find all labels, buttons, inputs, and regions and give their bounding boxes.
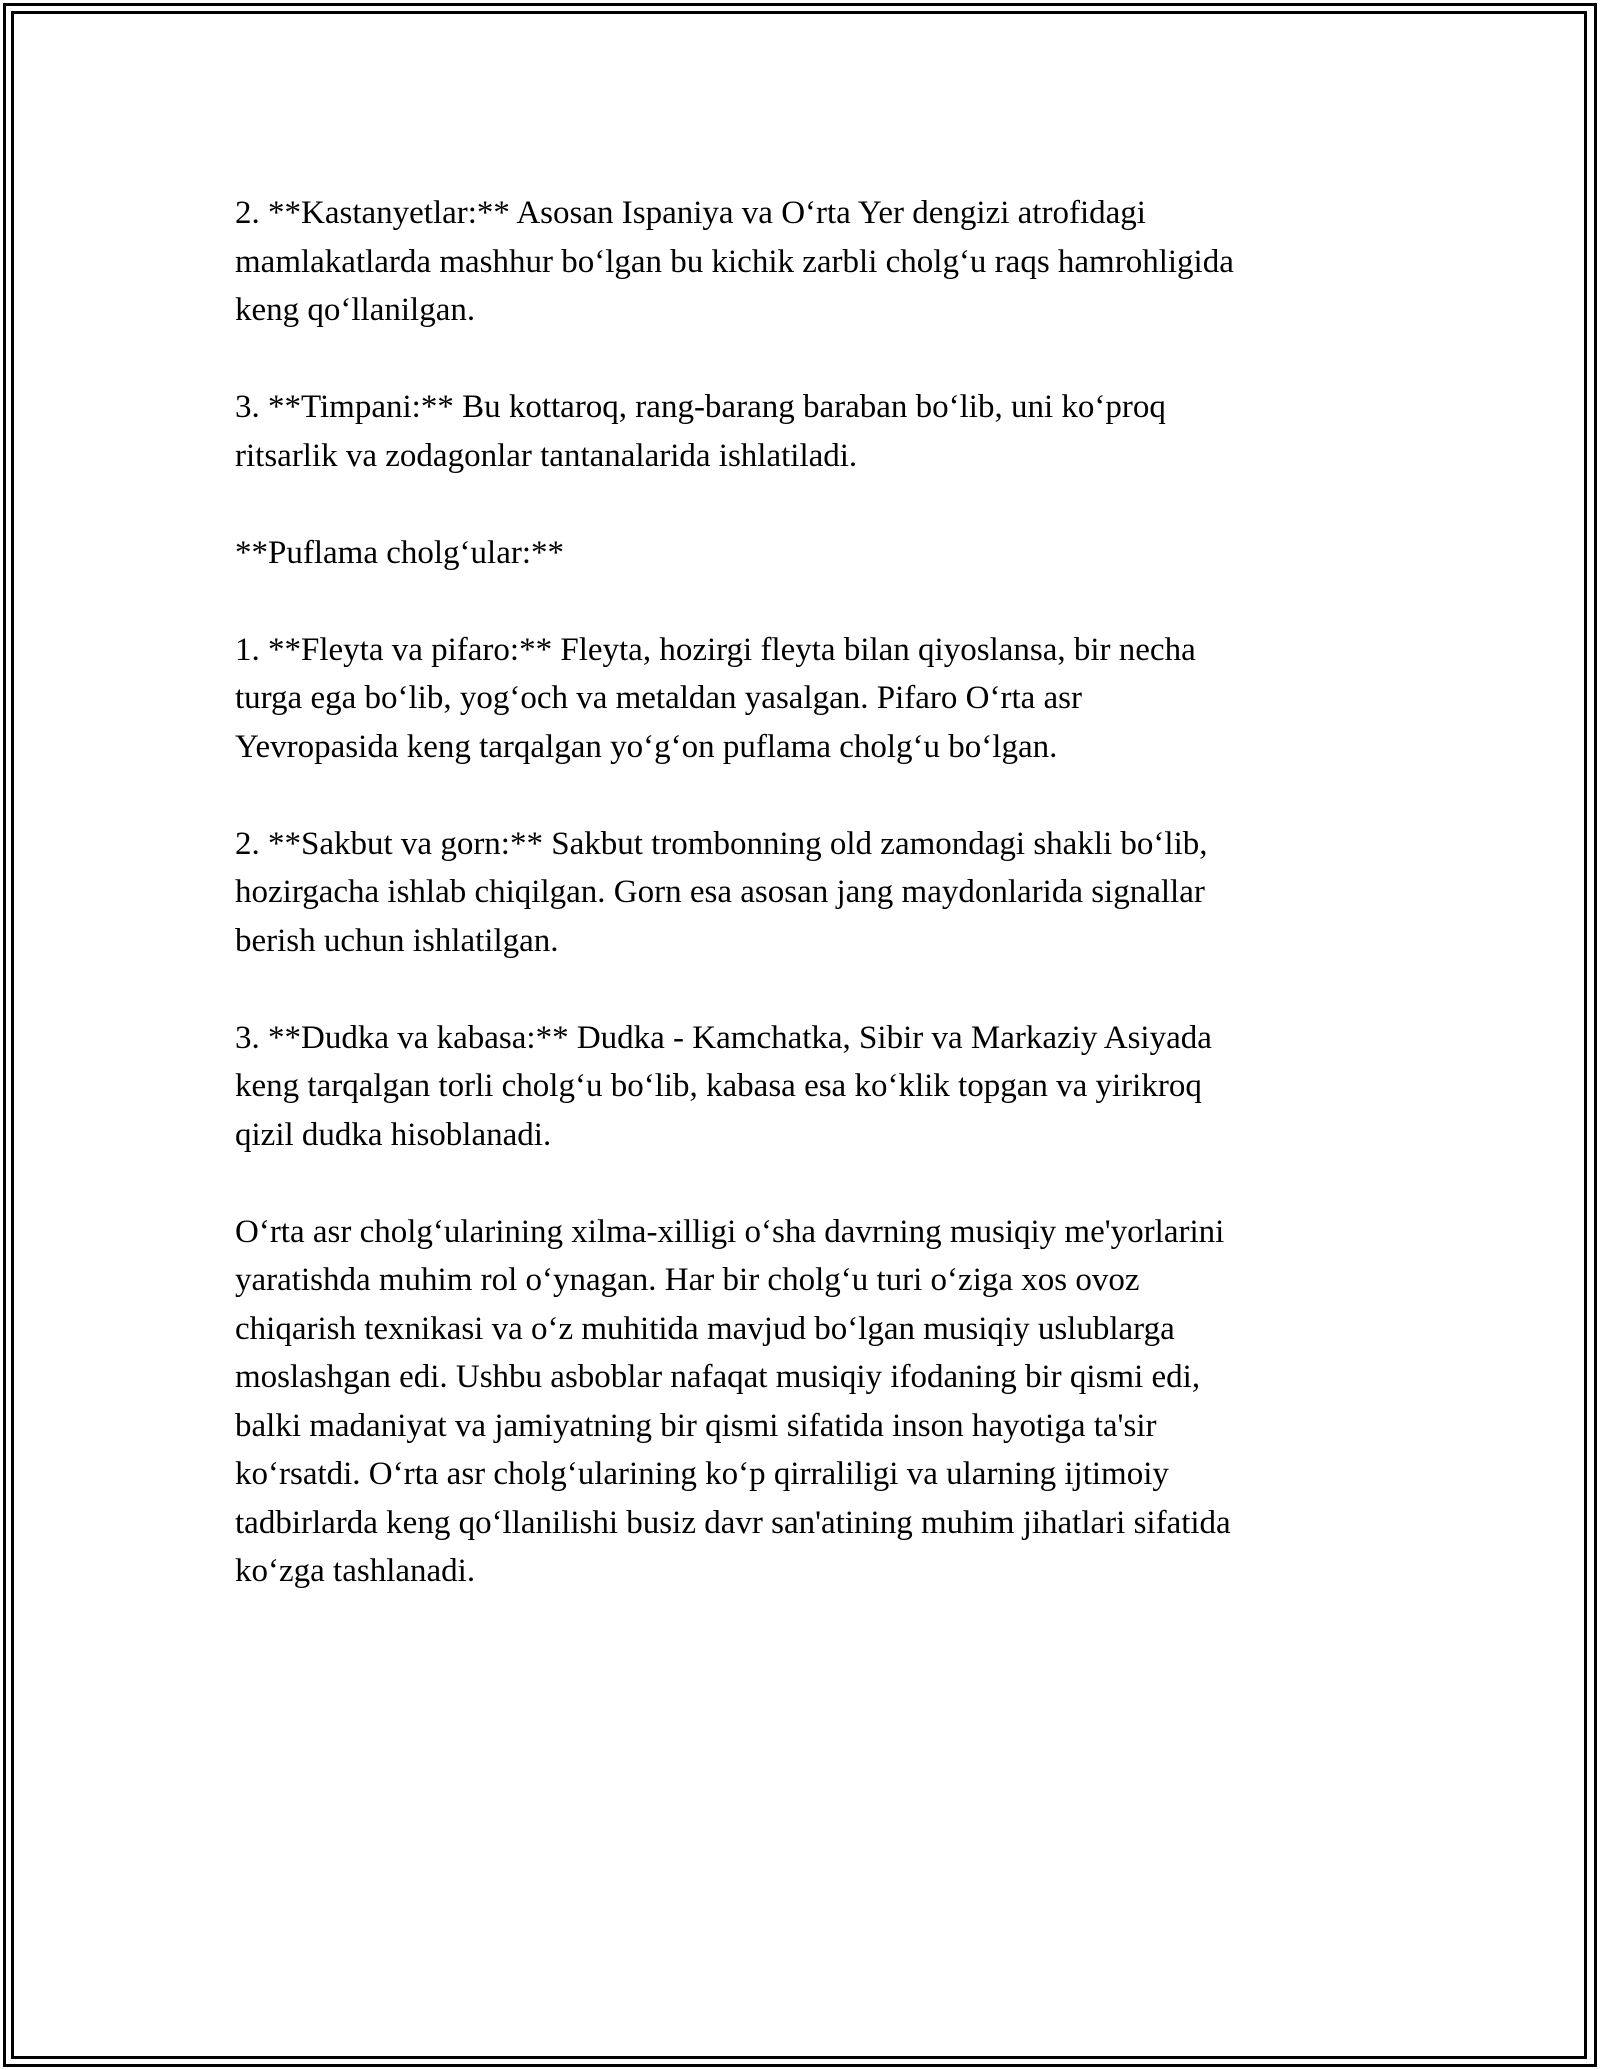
- text-line: keng qo‘llanilgan.: [235, 292, 476, 328]
- paragraph-fleyta: [235, 626, 1375, 772]
- text-line: ko‘rsatdi. O‘rta asr cholg‘ularining ko‘p qirraliligi va ularning ijtimoiy: [235, 1456, 1169, 1492]
- text-line: moslashgan edi. Ushbu asboblar nafaqat musiqiy ifodaning bir qismi edi,: [235, 1359, 1201, 1395]
- text-line: tadbirlarda keng qo‘llanilishi busiz davr san'atining muhim jihatlari sifatida: [235, 1504, 1231, 1541]
- text-line: ko‘zga tashlanadi.: [235, 1553, 476, 1589]
- text-line: Yevropasida keng tarqalgan yo‘g‘on puflama cholg‘u bo‘lgan.: [235, 728, 1058, 765]
- document-body: [235, 189, 1375, 1644]
- text-line: balki madaniyat va jamiyatning bir qismi sifatida inson hayotiga ta'sir: [235, 1407, 1157, 1444]
- text-line: turga ega bo‘lib, yog‘och va metaldan yasalgan. Pifaro O‘rta asr: [235, 680, 1083, 716]
- paragraph-sakbut: [235, 820, 1375, 966]
- text-line: O‘rta asr cholg‘ularining xilma-xilligi o‘sha davrning musiqiy me'yorlarini: [235, 1213, 1225, 1250]
- paragraph-dudka: [235, 1014, 1375, 1160]
- text-line: keng tarqalgan torli cholg‘u bo‘lib, kabasa esa ko‘klik topgan va yirikroq: [235, 1068, 1202, 1104]
- section-heading-puflama: [235, 529, 1375, 578]
- text-line: 1. **Fleyta va pifaro:** Fleyta, hozirgi fleyta bilan qiyoslansa, bir necha: [235, 631, 1196, 668]
- text-line: yaratishda muhim rol o‘ynagan. Har bir cholg‘u turi o‘ziga xos ovoz: [235, 1262, 1140, 1298]
- text-line: **Puflama cholg‘ular:**: [235, 534, 565, 571]
- text-line: 2. **Sakbut va gorn:** Sakbut trombonning old zamondagi shakli bo‘lib,: [235, 825, 1208, 862]
- text-line: hozirgacha ishlab chiqilgan. Gorn esa asosan jang maydonlarida signallar: [235, 874, 1205, 910]
- text-line: 3. **Timpani:** Bu kottaroq, rang-barang baraban bo‘lib, uni ko‘proq: [235, 389, 1166, 425]
- paragraph-kastanyetlar: [235, 189, 1375, 335]
- text-line: qizil dudka hisoblanadi.: [235, 1116, 552, 1153]
- paragraph-conclusion: [235, 1208, 1375, 1596]
- text-line: 3. **Dudka va kabasa:** Dudka - Kamchatka, Sibir va Markaziy Asiyada: [235, 1019, 1212, 1056]
- paragraph-timpani: [235, 383, 1375, 480]
- text-line: chiqarish texnikasi va o‘z muhitida mavjud bo‘lgan musiqiy uslublarga: [235, 1310, 1175, 1347]
- text-line: 2. **Kastanyetlar:** Asosan Ispaniya va O‘rta Yer dengizi atrofidagi: [235, 195, 1146, 231]
- text-line: ritsarlik va zodagonlar tantanalarida ishlatiladi.: [235, 437, 858, 474]
- text-line: berish uchun ishlatilgan.: [235, 922, 559, 959]
- text-line: mamlakatlarda mashhur bo‘lgan bu kichik zarbli cholg‘u raqs hamrohligida: [235, 243, 1234, 280]
